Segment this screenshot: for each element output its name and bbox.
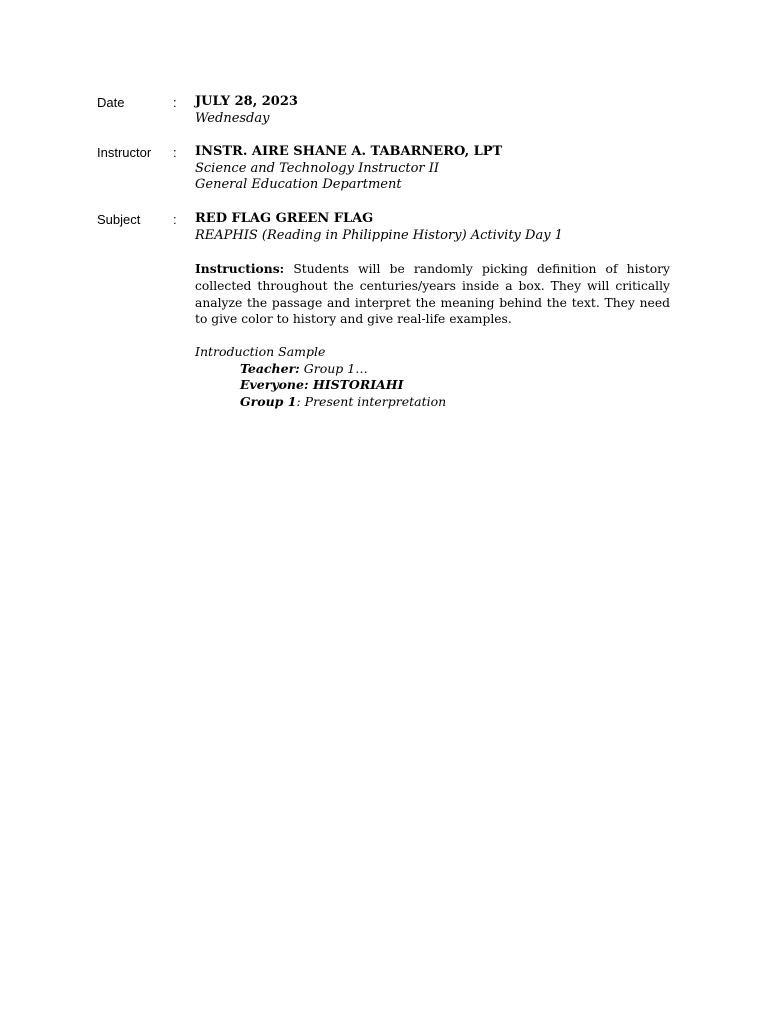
date-day: Wednesday (195, 110, 270, 126)
date-value: JULY 28, 2023 (195, 94, 298, 109)
introduction-text: HISTORIAHI (308, 377, 404, 393)
instructor-value-block (195, 144, 672, 194)
introduction-sample (195, 344, 670, 411)
subject-value-block (195, 211, 672, 244)
subject-label: Subject (97, 212, 141, 227)
instructions-label: Instructions: (195, 261, 285, 276)
instructions-text: Students will be randomly picking definition of history collected throughout the centuries/years inside a box. They will critically analyze the passage and interpret the meaning behind the text. They need to give color to history and give real-life examples. (195, 262, 670, 327)
instructor-label: Instructor (97, 145, 152, 160)
introduction-text: : Present interpretation (296, 394, 447, 410)
subject-colon: : (173, 212, 177, 227)
date-value-block (195, 94, 672, 127)
date-colon: : (173, 95, 177, 110)
instructor-name: INSTR. AIRE SHANE A. TABARNERO, LPT (195, 144, 503, 159)
introduction-speaker: Group 1 (240, 394, 297, 410)
introduction-speaker: Teacher: (240, 360, 300, 376)
introduction-heading: Introduction Sample (195, 344, 326, 359)
instructor-colon: : (173, 145, 177, 160)
instructor-department: General Education Department (195, 177, 402, 193)
subject-title: RED FLAG GREEN FLAG (195, 211, 374, 226)
introduction-line-teacher (195, 361, 670, 378)
introduction-speaker: Everyone: (240, 377, 309, 393)
introduction-line-group (195, 394, 670, 411)
instructor-title: Science and Technology Instructor II (195, 160, 440, 176)
subject-subtitle: REAPHIS (Reading in Philippine History) Activity Day 1 (195, 227, 563, 243)
date-label: Date (97, 95, 125, 110)
instructions-paragraph (195, 261, 670, 328)
introduction-line-everyone (195, 377, 670, 394)
introduction-text: Group 1… (299, 360, 368, 376)
